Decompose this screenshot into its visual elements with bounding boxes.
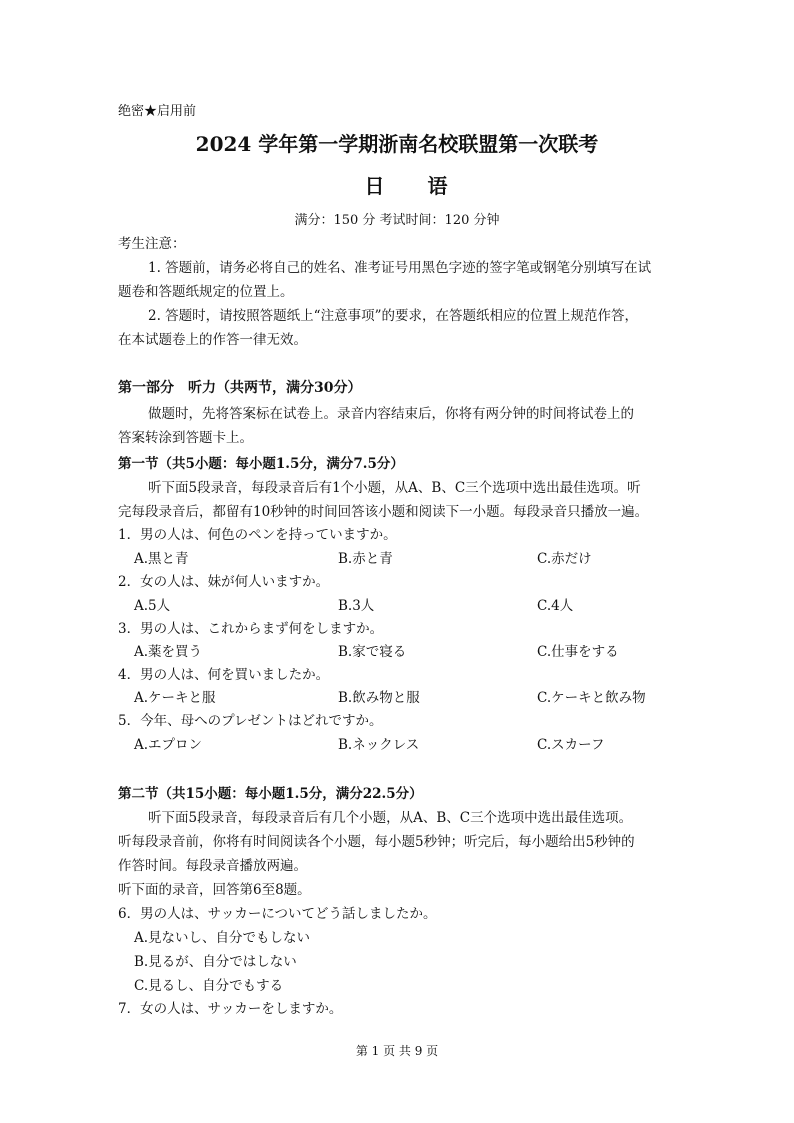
section2-intro-line: 听每段录音前，你将有时间阅读各个小题，每小题5秒钟；听完后，每小题给出5秒钟的 xyxy=(118,834,635,850)
q5-option-b: B.ネックレス xyxy=(338,737,420,753)
q2-option-b: B.3人 xyxy=(338,598,375,614)
q4-option-c: C.ケーキと飲み物 xyxy=(537,690,646,706)
q4-option-a: A.ケーキと服 xyxy=(134,690,216,706)
section2-intro-line: 听下面5段录音，每段录音后有几个小题，从A、B、C三个选项中选出最佳选项。 xyxy=(148,810,633,826)
q6-option-b: B.見るが、自分ではしない xyxy=(134,954,297,970)
section2-heading: 第二节（共15小题：每小题1.5分，满分22.5分） xyxy=(118,786,423,802)
notice-line: 在本试题卷上的作答一律无效。 xyxy=(118,332,307,348)
notice-heading: 考生注意： xyxy=(118,236,186,252)
section1-intro-line: 听下面5段录音，每段录音后有1个小题，从A、B、C三个选项中选出最佳选项。听 xyxy=(148,480,641,496)
question-1: 1．男の人は、何色のペンを持っていますか。 xyxy=(118,527,397,543)
notice-line: 2. 答题时，请按照答题纸上“注意事项”的要求，在答题纸相应的位置上规范作答， xyxy=(148,308,638,324)
q3-option-b: B.家で寝る xyxy=(338,644,407,660)
q5-option-a: A.エプロン xyxy=(134,737,203,753)
q1-option-a: A.黒と青 xyxy=(134,551,189,567)
question-4: 4．男の人は、何を買いましたか。 xyxy=(118,667,330,683)
question-7: 7．女の人は、サッカーをしますか。 xyxy=(118,1001,343,1017)
page-footer: 第 1 页 共 9 页 xyxy=(355,1044,439,1058)
subject-title: 日 语 xyxy=(364,174,466,198)
q1-option-b: B.赤と青 xyxy=(338,551,393,567)
score-time-line: 满分：150 分 考试时间：120 分钟 xyxy=(294,213,500,228)
q2-option-c: C.4人 xyxy=(537,598,574,614)
question-6: 6．男の人は、サッカーについてどう話しましたか。 xyxy=(118,906,437,922)
q5-option-c: C.スカーフ xyxy=(537,737,605,753)
section2-instruction: 听下面的录音，回答第6至8题。 xyxy=(118,882,311,898)
part1-heading: 第一部分 听力（共两节，满分30分） xyxy=(118,380,362,396)
q6-option-a: A.見ないし、自分でもしない xyxy=(134,930,311,946)
confidential-label: 绝密★启用前 xyxy=(118,104,197,119)
q1-option-c: C.赤だけ xyxy=(537,551,592,567)
notice-line: 题卷和答题纸规定的位置上。 xyxy=(118,284,294,300)
q2-option-a: A.5人 xyxy=(134,598,171,614)
section1-heading: 第一节（共5小题：每小题1.5分，满分7.5分） xyxy=(118,456,404,472)
q6-option-c: C.見るし、自分でもする xyxy=(134,978,284,994)
q3-option-a: A.薬を買う xyxy=(134,644,203,660)
question-5: 5．今年、母へのプレゼントはどれですか。 xyxy=(118,713,383,729)
q3-option-c: C.仕事をする xyxy=(537,644,619,660)
notice-line: 1. 答题前，请务必将自己的姓名、准考证号用黑色字迹的签字笔或钢笔分别填写在试 xyxy=(148,260,652,276)
section2-intro-line: 作答时间。每段录音播放两遍。 xyxy=(118,858,307,874)
part1-intro-line: 答案转涂到答题卡上。 xyxy=(118,430,253,446)
question-2: 2．女の人は、妹が何人いますか。 xyxy=(118,574,330,590)
q4-option-b: B.飲み物と服 xyxy=(338,690,420,706)
exam-title: 2024 学年第一学期浙南名校联盟第一次联考 xyxy=(195,132,599,156)
section1-intro-line: 完每段录音后，都留有10秒钟的时间回答该小题和阅读下一小题。每段录音只播放一遍。 xyxy=(118,504,649,520)
part1-intro-line: 做题时，先将答案标在试卷上。录音内容结束后，你将有两分钟的时间将试卷上的 xyxy=(148,406,634,422)
question-3: 3．男の人は、これからまず何をしますか。 xyxy=(118,621,384,637)
